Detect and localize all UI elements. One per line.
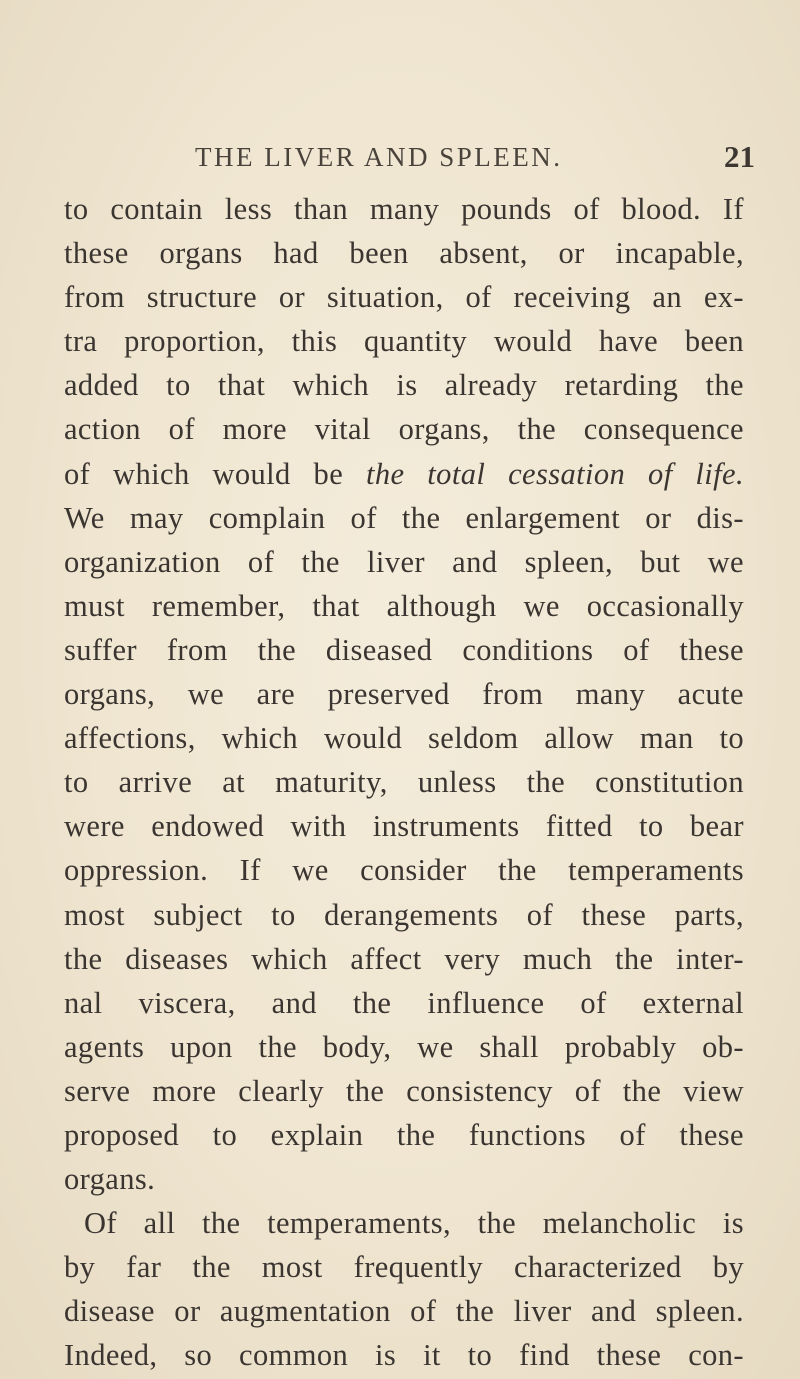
text-line: organization of the liver and spleen, but we: [64, 544, 744, 579]
running-title: THE LIVER AND SPLEEN.: [195, 142, 563, 172]
running-head: [195, 139, 755, 182]
text-line: disease or augmentation of the liver and spleen.: [64, 1294, 744, 1329]
text-line: serve more clearly the consistency of the view: [64, 1073, 744, 1108]
text-line: most subject to derangements of these parts,: [64, 897, 744, 932]
paragraph: [64, 1201, 744, 1377]
text-line: to arrive at maturity, unless the constitution: [64, 765, 744, 800]
text-line: action of more vital organs, the consequence: [64, 412, 744, 447]
text-line: proposed to explain the functions of these: [64, 1117, 744, 1152]
text-run: of which would be: [64, 456, 366, 491]
italic-phrase: the total cessation of life.: [366, 456, 745, 491]
text-line: affections, which would seldom allow man to: [64, 721, 744, 756]
text-line: from structure or situation, of receiving an ex-: [64, 280, 744, 315]
text-line: to contain less than many pounds of blood. If: [64, 192, 744, 226]
text-line: Indeed, so common is it to find these con-: [64, 1338, 744, 1373]
paragraph: [64, 187, 744, 1201]
text-line: were endowed with instruments fitted to bear: [64, 809, 744, 844]
text-line: oppression. If we consider the temperaments: [64, 853, 744, 888]
text-line: tra proportion, this quantity would have been: [64, 324, 744, 359]
text-line: these organs had been absent, or incapable,: [64, 236, 744, 271]
text-line: suffer from the diseased conditions of these: [64, 632, 744, 667]
page-number: 21: [724, 139, 755, 174]
text-line: the diseases which affect very much the inter-: [64, 941, 744, 976]
text-line: nal viscera, and the influence of external: [64, 985, 744, 1020]
text-line: added to that which is already retarding the: [64, 368, 744, 403]
text-line: by far the most frequently characterized by: [64, 1250, 744, 1285]
text-line: organs, we are preserved from many acute: [64, 677, 744, 712]
text-line: agents upon the body, we shall probably ob-: [64, 1029, 744, 1064]
text-line: must remember, that although we occasionally: [64, 588, 744, 623]
text-line: organs.: [64, 1162, 156, 1197]
text-line: We may complain of the enlargement or dis-: [64, 500, 744, 535]
text-line: [64, 452, 744, 496]
body-text: [64, 187, 744, 1378]
text-line: Of all the temperaments, the melancholic is: [84, 1206, 744, 1241]
